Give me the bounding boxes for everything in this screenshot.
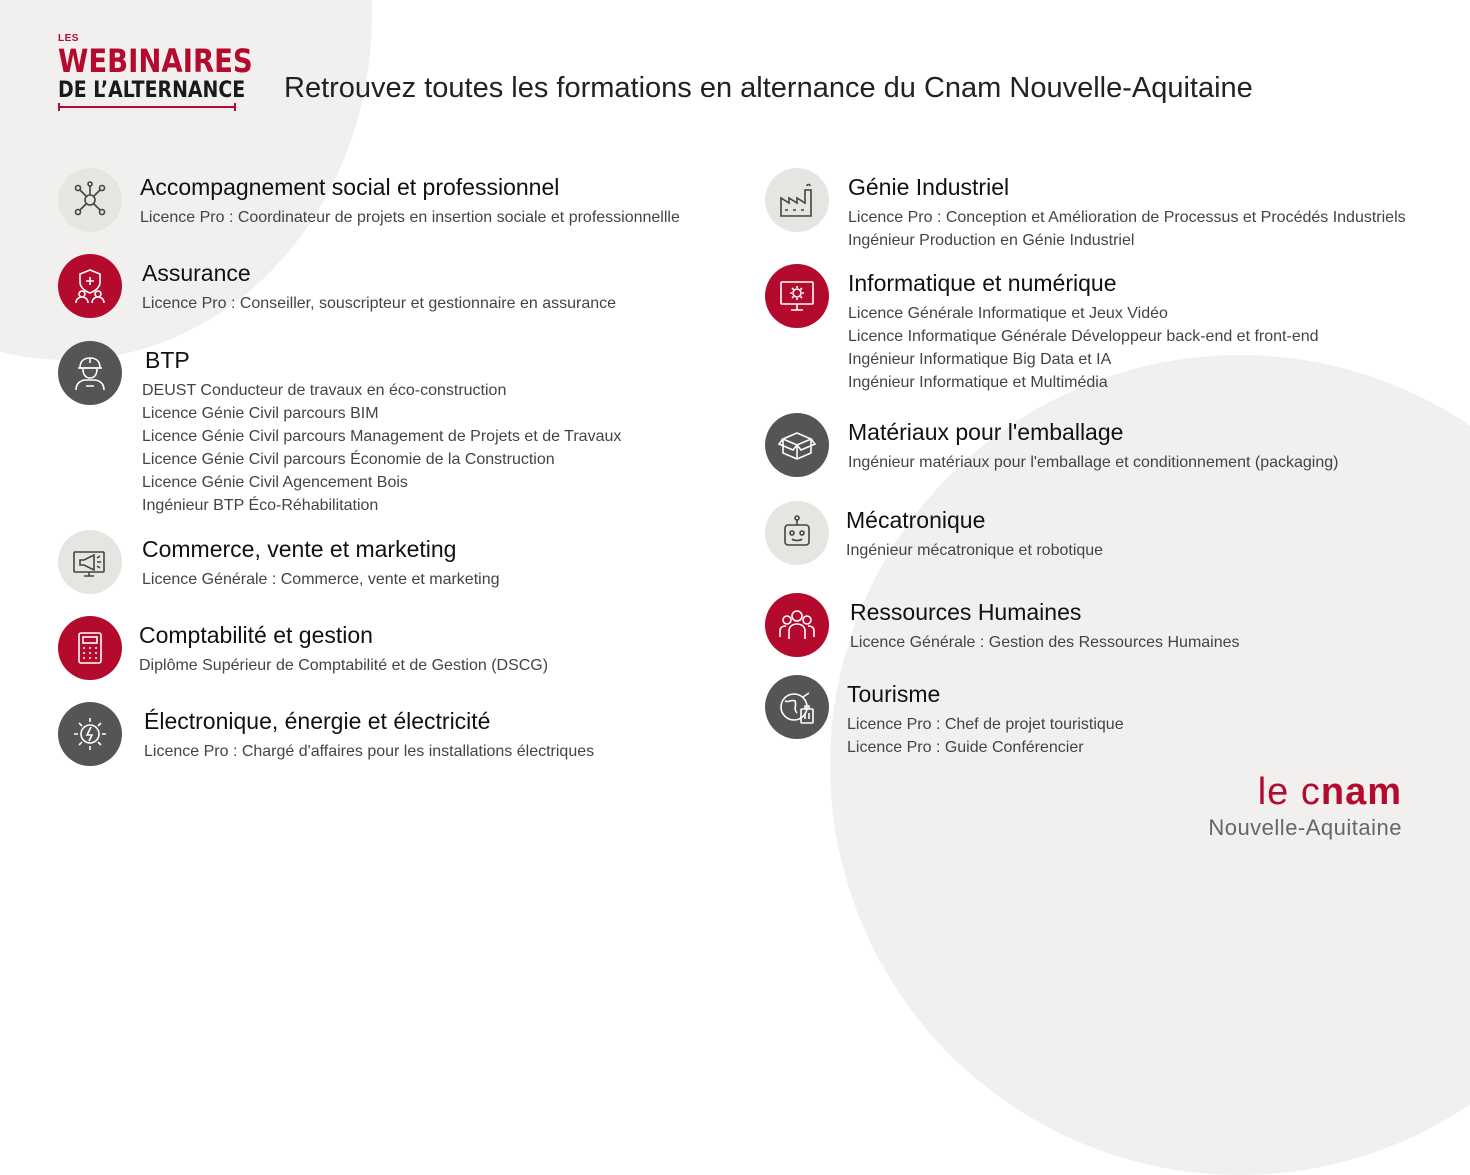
construction-worker-icon: [58, 341, 122, 405]
logo-les: LES: [58, 33, 79, 44]
category-title: Assurance: [142, 260, 251, 286]
category-title: Mécatronique: [846, 507, 986, 533]
category-courses: [142, 292, 616, 315]
category-title: Tourisme: [847, 681, 941, 707]
category-courses: [848, 302, 1319, 394]
category-courses: [142, 568, 500, 591]
course-line: Licence Génie Civil Agencement Bois: [142, 474, 408, 491]
course-line: Licence Informatique Générale Développeur back-end et front-end: [848, 328, 1319, 345]
category-courses: [144, 740, 594, 763]
logo-underline: [58, 106, 236, 108]
background-circle-bottom-right: [830, 355, 1470, 1175]
cnam-region: Nouvelle-Aquitaine: [1208, 815, 1402, 840]
cnam-wordmark: [1208, 770, 1402, 814]
category-title: Électronique, énergie et électricité: [144, 708, 491, 734]
cnam-le: le c: [1257, 771, 1321, 813]
course-line: Ingénieur Informatique Big Data et IA: [848, 351, 1112, 368]
course-line: DEUST Conducteur de travaux en éco-construction: [142, 382, 507, 399]
category-courses: [846, 539, 1103, 562]
course-line: Licence Génie Civil parcours Management de Projets et de Travaux: [142, 428, 622, 445]
course-line: Ingénieur Production en Génie Industriel: [848, 232, 1135, 249]
category-title: BTP: [145, 347, 190, 373]
package-box-icon: [765, 413, 829, 477]
logo-alternance: DE L’ALTERNANCE: [58, 78, 246, 103]
megaphone-icon: [58, 530, 122, 594]
insurance-shield-icon: [58, 254, 122, 318]
category-title: Informatique et numérique: [848, 270, 1117, 296]
robot-icon: [765, 501, 829, 565]
category-courses: [850, 631, 1240, 654]
course-line: Licence Génie Civil parcours BIM: [142, 405, 379, 422]
course-line: Licence Pro : Conception et Amélioration de Processus et Procédés Industriels: [848, 209, 1406, 226]
category-courses: [847, 713, 1124, 759]
course-line: Ingénieur matériaux pour l'emballage et conditionnement (packaging): [848, 454, 1339, 471]
category-courses: [140, 206, 680, 229]
calculator-icon: [58, 616, 122, 680]
category-courses: [848, 451, 1338, 474]
computer-gear-icon: [765, 264, 829, 328]
webinaires-logo: [58, 34, 284, 108]
category-courses: [848, 206, 1406, 252]
page-title: Retrouvez toutes les formations en alternance du Cnam Nouvelle-Aquitaine: [284, 72, 1253, 104]
course-line: Licence Générale Informatique et Jeux Vidéo: [848, 305, 1168, 322]
course-line: Licence Pro : Chef de projet touristique: [847, 716, 1124, 733]
people-group-icon: [765, 593, 829, 657]
category-title: Matériaux pour l'emballage: [848, 419, 1124, 445]
course-line: Licence Pro : Conseiller, souscripteur et gestionnaire en assurance: [142, 295, 617, 312]
course-line: Licence Pro : Coordinateur de projets en insertion sociale et professionnellle: [140, 209, 680, 226]
cnam-nam: nam: [1320, 771, 1402, 813]
cnam-logo: [1208, 770, 1402, 842]
travel-globe-icon: [765, 675, 829, 739]
category-title: Commerce, vente et marketing: [142, 536, 457, 562]
course-line: Ingénieur Informatique et Multimédia: [848, 374, 1108, 391]
course-line: Diplôme Supérieur de Comptabilité et de Gestion (DSCG): [139, 657, 549, 674]
network-icon: [58, 168, 122, 232]
factory-icon: [765, 168, 829, 232]
category-title: Accompagnement social et professionnel: [140, 174, 560, 200]
category-title: Comptabilité et gestion: [139, 622, 373, 648]
category-title: Ressources Humaines: [850, 599, 1082, 625]
course-line: Ingénieur BTP Éco-Réhabilitation: [142, 497, 379, 514]
logo-webinaires: WEBINAIRES: [58, 42, 253, 80]
course-line: Licence Générale : Gestion des Ressources Humaines: [850, 634, 1240, 651]
category-courses: [142, 379, 621, 517]
course-line: Licence Génie Civil parcours Économie de la Construction: [142, 451, 555, 468]
course-line: Licence Générale : Commerce, vente et marketing: [142, 571, 500, 588]
category-courses: [139, 654, 548, 677]
course-line: Licence Pro : Guide Conférencier: [847, 739, 1084, 756]
course-line: Licence Pro : Chargé d'affaires pour les installations électriques: [144, 743, 595, 760]
course-line: Ingénieur mécatronique et robotique: [846, 542, 1104, 559]
energy-bolt-icon: [58, 702, 122, 766]
category-title: Génie Industriel: [848, 174, 1010, 200]
